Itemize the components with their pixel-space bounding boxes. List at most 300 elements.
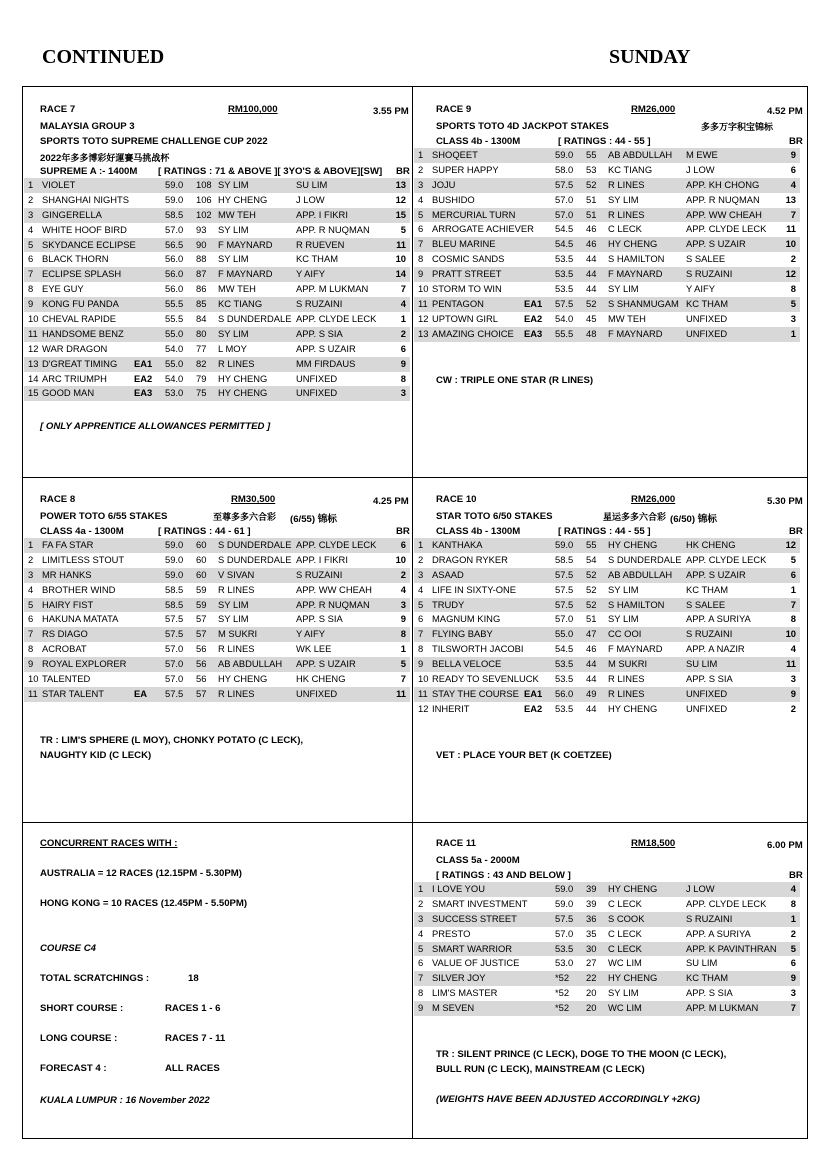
- horse-number: 7: [418, 238, 424, 250]
- horse-row: [414, 252, 800, 267]
- race-note-line-2: BULL RUN (C LECK), MAINSTREAM (C LECK): [436, 1064, 645, 1075]
- race-note: [ ONLY APPRENTICE ALLOWANCES PERMITTED ]: [40, 421, 271, 432]
- horse-name: FA FA STAR: [42, 539, 94, 550]
- race-prize: RM18,500: [631, 838, 676, 849]
- trainer: KC THAM: [686, 297, 729, 309]
- trainer: APP. CLYDE LECK: [296, 539, 377, 550]
- horse-rating: 46: [586, 643, 597, 655]
- race-10-panel: [414, 478, 807, 821]
- horse-row: [414, 702, 800, 717]
- barrier: 3: [400, 387, 406, 399]
- race-ratings: [ RATINGS : 71 & ABOVE ][ 3YO'S & ABOVE][SW]: [158, 166, 383, 177]
- horse-rating: 106: [196, 193, 212, 205]
- horse-name: GOOD MAN: [42, 387, 95, 399]
- horse-number: 14: [28, 372, 39, 384]
- barrier-header: BR: [396, 166, 410, 177]
- jockey: CC OOI: [608, 628, 642, 640]
- horse-name: KANTHAKA: [432, 539, 483, 550]
- trainer: APP. I FIKRI: [296, 208, 348, 220]
- jockey: R LINES: [218, 583, 255, 595]
- trainer: S RUZAINI: [296, 298, 343, 310]
- horse-weight: 57.0: [555, 193, 574, 205]
- horse-number: 12: [418, 702, 429, 714]
- barrier: 2: [400, 327, 406, 339]
- horse-name: GINGERELLA: [42, 208, 102, 220]
- horse-number: 12: [418, 312, 429, 324]
- jockey: HY CHENG: [218, 673, 268, 685]
- horse-number: 5: [28, 238, 34, 250]
- horse-rating: 52: [586, 568, 597, 580]
- trainer: UNFIXED: [686, 687, 728, 699]
- horse-number: 1: [418, 539, 424, 550]
- horse-row: [24, 583, 410, 598]
- trainer: APP. S UZAIR: [686, 568, 746, 580]
- scratchings-label: TOTAL SCRATCHINGS :: [40, 973, 150, 984]
- trainer: Y AIFY: [296, 628, 326, 640]
- race-number: RACE 8: [40, 494, 76, 505]
- race-title-chinese: [40, 151, 169, 164]
- trainer: APP. S UZAIR: [296, 658, 356, 670]
- horse-weight: 53.0: [555, 957, 574, 969]
- horse-rating: 82: [196, 357, 207, 369]
- horse-row: [414, 672, 800, 687]
- race-title-tail: (6/55) 锦标: [290, 514, 337, 525]
- horse-row: [414, 897, 800, 912]
- barrier: 15: [395, 208, 406, 220]
- jockey: SY LIM: [608, 583, 639, 595]
- horse-weight: 59.0: [165, 553, 184, 565]
- horse-row: [414, 642, 800, 657]
- horse-row: [24, 612, 410, 627]
- trainer: SU LIM: [296, 179, 328, 190]
- race-ratings: [ RATINGS : 44 - 55 ]: [558, 136, 651, 147]
- horse-number: 10: [28, 673, 39, 685]
- horse-name: JOJU: [432, 178, 456, 190]
- horse-number: 5: [28, 598, 34, 610]
- horse-rating: 44: [586, 673, 597, 685]
- horse-name: ACROBAT: [42, 643, 87, 655]
- horse-rating: 20: [586, 1002, 597, 1014]
- emergency-tag: EA3: [524, 327, 543, 339]
- horse-weight: 58.5: [165, 208, 184, 220]
- horse-number: 10: [28, 313, 39, 325]
- horse-number: 9: [28, 658, 34, 670]
- horse-row: [414, 222, 800, 237]
- horse-weight: 58.5: [165, 583, 184, 595]
- barrier: 2: [790, 253, 796, 265]
- race-prize: RM26,000: [631, 494, 676, 505]
- horse-name: ROYAL EXPLORER: [42, 658, 127, 670]
- jockey: SY LIM: [608, 193, 639, 205]
- race-prize: RM100,000: [228, 104, 278, 115]
- horse-weight: 54.5: [555, 643, 574, 655]
- horse-row: [414, 687, 800, 702]
- race-ratings: [ RATINGS : 44 - 61 ]: [158, 526, 251, 537]
- race-note-line-1: TR : LIM'S SPHERE (L MOY), CHONKY POTATO (C LECK),: [40, 735, 304, 746]
- jockey: AB ABDULLAH: [608, 568, 673, 580]
- race-title-cn: 年多多博彩好運賽马挑战杯: [61, 154, 170, 164]
- race-note-line-3: (WEIGHTS HAVE BEEN ADJUSTED ACCORDINGLY +2KG): [436, 1094, 700, 1105]
- race-note-line-2: NAUGHTY KID (C LECK): [40, 750, 152, 761]
- barrier: 8: [400, 372, 406, 384]
- horse-number: 4: [418, 583, 424, 595]
- horse-rating: 79: [196, 372, 207, 384]
- horse-row: [24, 538, 410, 553]
- jockey: C LECK: [608, 897, 642, 909]
- horse-weight: 55.0: [165, 327, 184, 339]
- long-course-label: LONG COURSE :: [40, 1033, 118, 1044]
- horse-name: STAR TALENT: [42, 687, 104, 699]
- race-time: 6.00 PM: [767, 840, 803, 851]
- horse-number: 7: [28, 628, 34, 640]
- horse-row: [24, 208, 410, 223]
- horse-rating: 53: [586, 163, 597, 175]
- horse-row: [414, 297, 800, 312]
- concurrent-races-title: CONCURRENT RACES WITH :: [40, 838, 178, 849]
- horse-name: BELLA VELOCE: [432, 658, 502, 670]
- horse-rating: 60: [196, 553, 207, 565]
- horse-rating: 46: [586, 238, 597, 250]
- barrier: 10: [785, 628, 796, 640]
- race-number: RACE 9: [436, 104, 472, 115]
- horse-name: STAY THE COURSE: [432, 687, 519, 699]
- barrier: 11: [396, 687, 406, 699]
- horse-row: [24, 386, 410, 401]
- barrier: 2: [400, 568, 406, 580]
- barrier: 9: [400, 613, 406, 625]
- horse-rating: 22: [586, 972, 597, 984]
- trainer: KC THAM: [686, 972, 729, 984]
- horse-number: 6: [418, 957, 424, 969]
- horse-number: 15: [28, 387, 39, 399]
- jockey: KC TIANG: [218, 298, 263, 310]
- trainer: APP. A NAZIR: [686, 643, 745, 655]
- horse-name: INHERIT: [432, 702, 470, 714]
- jockey: SY LIM: [218, 598, 249, 610]
- barrier: 7: [400, 673, 406, 685]
- short-course-label: SHORT COURSE :: [40, 1003, 124, 1014]
- horse-rating: 46: [586, 223, 597, 235]
- horse-row: [24, 342, 410, 357]
- trainer: APP. S UZAIR: [686, 238, 746, 250]
- barrier: 11: [786, 658, 796, 670]
- jockey: R LINES: [608, 673, 645, 685]
- horse-rating: 87: [196, 268, 207, 280]
- horse-weight: 59.0: [555, 149, 574, 160]
- jockey: HY CHENG: [218, 372, 268, 384]
- trainer: APP. R NUQMAN: [296, 223, 370, 235]
- trainer: APP. R NUQMAN: [686, 193, 760, 205]
- horse-row: [414, 627, 800, 642]
- race-number: RACE 10: [436, 494, 477, 505]
- horse-name: TILSWORTH JACOBI: [432, 643, 524, 655]
- horse-rating: 55: [586, 539, 597, 550]
- horse-row: [414, 612, 800, 627]
- jockey: V SIVAN: [218, 568, 255, 580]
- barrier: 3: [790, 987, 796, 999]
- barrier: 9: [400, 357, 406, 369]
- horse-rating: 108: [196, 179, 212, 190]
- trainer: APP. S SIA: [296, 327, 343, 339]
- horse-number: 3: [418, 912, 424, 924]
- horse-row: [414, 267, 800, 282]
- horse-number: 10: [418, 283, 429, 295]
- horse-rating: 52: [586, 598, 597, 610]
- trainer: UNFIXED: [296, 387, 338, 399]
- jockey: HY CHENG: [218, 193, 268, 205]
- forecast-value: ALL RACES: [165, 1063, 220, 1074]
- trainer: S SALEE: [686, 253, 726, 265]
- horse-number: 9: [418, 268, 424, 280]
- horse-rating: 20: [586, 987, 597, 999]
- scratchings-value: 18: [188, 973, 199, 984]
- horse-rating: 48: [586, 327, 597, 339]
- jockey: HY CHENG: [608, 702, 658, 714]
- horse-number: 2: [418, 553, 424, 565]
- horse-rating: 36: [586, 912, 597, 924]
- horse-number: 9: [28, 298, 34, 310]
- horse-number: 1: [28, 539, 34, 550]
- barrier: 9: [790, 687, 796, 699]
- barrier: 5: [790, 553, 796, 565]
- horse-number: 2: [418, 163, 424, 175]
- jockey: S COOK: [608, 912, 645, 924]
- trainer: APP. R NUQMAN: [296, 598, 370, 610]
- race-class: SUPREME A :- 1400M: [40, 166, 138, 177]
- jockey: SY LIM: [218, 327, 249, 339]
- trainer: Y AIFY: [686, 283, 716, 295]
- horse-name: VALUE OF JUSTICE: [432, 957, 520, 969]
- trainer: UNFIXED: [686, 327, 728, 339]
- jockey: F MAYNARD: [608, 268, 663, 280]
- trainer: S RUZAINI: [686, 912, 733, 924]
- horse-rating: 35: [586, 927, 597, 939]
- jockey: R LINES: [218, 643, 255, 655]
- horse-name: READY TO SEVENLUCK: [432, 673, 539, 685]
- race-10-entries: [414, 538, 800, 717]
- horse-name: BROTHER WIND: [42, 583, 116, 595]
- horse-row: [414, 956, 800, 971]
- race-prize: RM26,000: [631, 104, 676, 115]
- trainer: APP. CLYDE LECK: [296, 313, 377, 325]
- horse-row: [414, 882, 800, 897]
- race-8-entries: [24, 538, 410, 702]
- horse-weight: 57.5: [555, 598, 574, 610]
- horse-name: AMAZING CHOICE: [432, 327, 514, 339]
- barrier: 6: [400, 539, 406, 550]
- race-9-panel: [414, 86, 807, 476]
- trainer: KC THAM: [686, 583, 729, 595]
- barrier: 3: [400, 598, 406, 610]
- horse-weight: 54.0: [555, 312, 574, 324]
- short-course-value: RACES 1 - 6: [165, 1003, 221, 1014]
- trainer: KC THAM: [296, 253, 339, 265]
- horse-weight: 53.5: [555, 658, 574, 670]
- horse-name: TALENTED: [42, 673, 91, 685]
- jockey: KC TIANG: [608, 163, 653, 175]
- horse-number: 9: [418, 658, 424, 670]
- horse-rating: 85: [196, 298, 207, 310]
- barrier: 4: [790, 178, 796, 190]
- horse-row: [24, 238, 410, 253]
- jockey: SY LIM: [608, 283, 639, 295]
- horse-number: 4: [28, 583, 34, 595]
- horse-name: LIFE IN SIXTY-ONE: [432, 583, 517, 595]
- horse-number: 4: [28, 223, 34, 235]
- race-title-tail: (6/50) 锦标: [670, 514, 717, 525]
- jockey: S DUNDERDALE: [218, 553, 292, 565]
- trainer: J LOW: [686, 163, 715, 175]
- barrier: 9: [790, 149, 796, 160]
- horse-rating: 39: [586, 883, 597, 894]
- horse-rating: 49: [586, 687, 597, 699]
- horse-row: [414, 148, 800, 163]
- race-title: STAR TOTO 6/50 STAKES: [436, 511, 553, 522]
- race-sponsor: SPORTS TOTO SUPREME CHALLENGE CUP 2022: [40, 136, 268, 147]
- horse-number: 6: [418, 613, 424, 625]
- horse-number: 8: [418, 987, 424, 999]
- race-11-entries: [414, 882, 800, 1016]
- horse-number: 12: [28, 342, 39, 354]
- barrier: 11: [396, 238, 406, 250]
- horse-weight: 59.0: [555, 539, 574, 550]
- horse-row: [24, 327, 410, 342]
- horse-weight: 53.5: [555, 702, 574, 714]
- horse-row: [24, 598, 410, 613]
- horse-weight: 59.0: [165, 539, 184, 550]
- barrier: 10: [395, 253, 406, 265]
- trainer: S RUZAINI: [686, 628, 733, 640]
- horse-rating: 52: [586, 583, 597, 595]
- jockey: WC LIM: [608, 1002, 642, 1014]
- horse-number: 1: [28, 179, 34, 190]
- race-note-line-1: TR : SILENT PRINCE (C LECK), DOGE TO THE MOON (C LECK),: [436, 1049, 727, 1060]
- horse-number: 8: [418, 253, 424, 265]
- horse-number: 8: [418, 643, 424, 655]
- horse-number: 9: [418, 1002, 424, 1014]
- barrier: 7: [790, 208, 796, 220]
- horse-name: MERCURIAL TURN: [432, 208, 516, 220]
- horse-name: VIOLET: [42, 179, 76, 190]
- race-time: 5.30 PM: [767, 496, 803, 507]
- horse-row: [414, 163, 800, 178]
- horse-rating: 84: [196, 313, 207, 325]
- race-9-entries: [414, 148, 800, 342]
- barrier: 1: [790, 327, 796, 339]
- jockey: SY LIM: [218, 613, 249, 625]
- horse-number: 13: [418, 327, 429, 339]
- race-note: VET : PLACE YOUR BET (K COETZEE): [436, 750, 612, 761]
- emergency-tag: EA: [134, 687, 148, 699]
- horse-rating: 30: [586, 942, 597, 954]
- barrier: 10: [785, 238, 796, 250]
- barrier: 11: [786, 223, 796, 235]
- horse-row: [24, 553, 410, 568]
- trainer: SU LIM: [686, 658, 718, 670]
- jockey: L MOY: [218, 342, 247, 354]
- jockey: HY CHENG: [608, 539, 658, 550]
- race-title-year: 2022: [40, 153, 62, 164]
- horse-number: 8: [28, 283, 34, 295]
- horse-number: 13: [28, 357, 39, 369]
- horse-name: FLYING BABY: [432, 628, 493, 640]
- horse-weight: 53.0: [165, 387, 184, 399]
- barrier: 6: [790, 568, 796, 580]
- horse-rating: 90: [196, 238, 207, 250]
- horse-weight: 56.0: [165, 253, 184, 265]
- horse-row: [24, 252, 410, 267]
- horse-weight: 53.5: [555, 253, 574, 265]
- horse-row: [414, 282, 800, 297]
- horse-number: 5: [418, 598, 424, 610]
- horse-name: SMART INVESTMENT: [432, 897, 528, 909]
- horse-weight: 59.0: [165, 179, 184, 190]
- horse-number: 3: [28, 208, 34, 220]
- horse-name: WHITE HOOF BIRD: [42, 223, 127, 235]
- horse-rating: 44: [586, 283, 597, 295]
- barrier: 4: [400, 298, 406, 310]
- horse-rating: 77: [196, 342, 207, 354]
- horse-weight: 56.0: [165, 268, 184, 280]
- horse-row: [24, 178, 410, 193]
- jockey: M SUKRI: [218, 628, 258, 640]
- jockey: R LINES: [608, 687, 645, 699]
- horse-number: 4: [418, 193, 424, 205]
- emergency-tag: EA2: [524, 702, 543, 714]
- barrier: 7: [400, 283, 406, 295]
- horse-rating: 60: [196, 539, 207, 550]
- race-11-panel: [414, 823, 807, 1138]
- race-title-cn: 多多万字积宝锦标: [701, 123, 774, 133]
- horse-rating: 59: [196, 583, 207, 595]
- horse-number: 3: [418, 178, 424, 190]
- race-title-cn: 至尊多多六合彩: [213, 513, 277, 523]
- horse-number: 2: [28, 553, 34, 565]
- horse-row: [24, 672, 410, 687]
- horse-number: 1: [418, 883, 424, 894]
- race-time: 4.52 PM: [767, 106, 803, 117]
- barrier: 2: [790, 927, 796, 939]
- horse-rating: 52: [586, 178, 597, 190]
- horse-number: 11: [418, 297, 428, 309]
- trainer: UNFIXED: [296, 372, 338, 384]
- barrier: 6: [790, 163, 796, 175]
- horse-name: MAGNUM KING: [432, 613, 501, 625]
- race-class: CLASS 4a - 1300M: [40, 526, 124, 537]
- horse-rating: 52: [586, 297, 597, 309]
- horse-rating: 60: [196, 568, 207, 580]
- jockey: MW TEH: [218, 283, 256, 295]
- course: COURSE C4: [40, 943, 96, 954]
- horse-weight: 57.0: [165, 658, 184, 670]
- horse-name: STORM TO WIN: [432, 283, 502, 295]
- race-ratings: [ RATINGS : 43 AND BELOW ]: [436, 870, 571, 881]
- barrier: 4: [790, 883, 796, 894]
- horse-row: [24, 357, 410, 372]
- horse-weight: 58.5: [165, 598, 184, 610]
- trainer: J LOW: [296, 193, 325, 205]
- jockey: S HAMILTON: [608, 598, 665, 610]
- horse-weight: 57.5: [165, 628, 184, 640]
- trainer: APP. M LUKMAN: [296, 283, 369, 295]
- jockey: S DUNDERDALE: [218, 539, 292, 550]
- jockey: S HAMILTON: [608, 253, 665, 265]
- horse-weight: 57.5: [165, 687, 184, 699]
- horse-name: ARROGATE ACHIEVER: [432, 223, 534, 235]
- horse-row: [414, 208, 800, 223]
- horse-weight: 53.5: [555, 283, 574, 295]
- barrier: 6: [790, 957, 796, 969]
